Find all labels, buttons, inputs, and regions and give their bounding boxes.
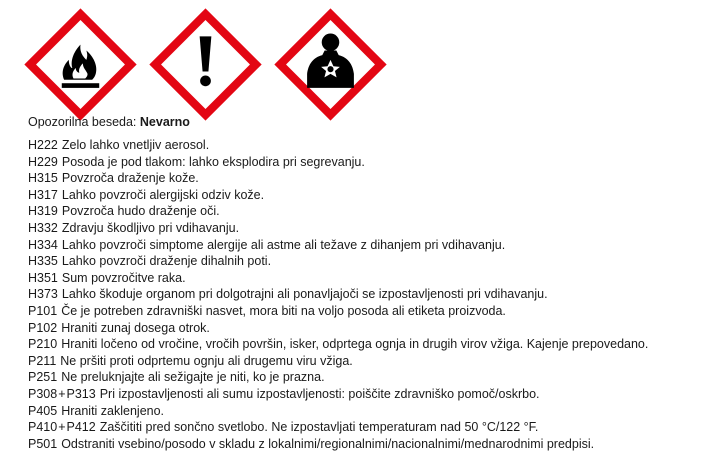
statement-row	[28, 403, 648, 420]
statement-row	[28, 353, 648, 370]
statement-text: Lahko povzroči simptome alergije ali astme ali težave z dihanjem pri vdihavanju.	[61, 237, 506, 252]
statement-code-join: +	[58, 386, 66, 401]
statement-row	[28, 436, 648, 453]
statement-row	[28, 369, 648, 386]
statement-code-2: P313	[66, 386, 96, 401]
statement-text: Odstraniti vsebino/posodo v skladu z lokalnimi/regionalnimi/nacionalnimi/mednarodnimi predpisi.	[61, 436, 595, 451]
signal-label: Opozorilna beseda:	[28, 115, 137, 129]
statement-code-2: P412	[66, 420, 96, 435]
statement-row	[28, 320, 648, 337]
statement-code: H317	[28, 187, 58, 202]
statement-code: P308	[28, 386, 58, 401]
statement-text: Povzroča draženje kože.	[61, 171, 199, 186]
statement-row	[28, 419, 648, 436]
statement-text: Posoda je pod tlakom: lahko eksplodira pri segrevanju.	[61, 154, 365, 169]
statement-text: Če je potreben zdravniški nasvet, mora biti na voljo posoda ali etiketa proizvoda.	[61, 303, 506, 318]
statement-row	[28, 203, 648, 220]
hazard-statements	[28, 137, 648, 452]
statement-code-join: +	[58, 420, 66, 435]
statement-row	[28, 154, 648, 171]
statement-code: P210	[28, 337, 58, 352]
statement-code: P211	[28, 353, 57, 368]
statement-text: Pri izpostavljenosti ali sumu izpostavljenosti: poiščite zdravniško pomoč/oskrbo.	[99, 386, 540, 401]
statement-code: H229	[28, 154, 58, 169]
statement-code: H222	[28, 138, 58, 152]
statement-code: H319	[28, 204, 58, 219]
statement-row	[28, 386, 648, 403]
statement-row	[28, 187, 648, 204]
statement-text: Hraniti zaklenjeno.	[61, 403, 165, 418]
statement-code: H315	[28, 171, 58, 186]
health-hazard-icon	[272, 6, 389, 123]
statement-text: Ne pršiti proti odprtemu ognju ali drugemu viru vžiga.	[60, 353, 353, 368]
statement-row	[28, 336, 648, 353]
statement-text: Ne preluknjajte ali sežigajte je niti, ko je prazna.	[61, 370, 325, 385]
flame-icon	[22, 6, 139, 123]
statement-code: H334	[28, 237, 58, 252]
statement-text: Lahko povzroči alergijski odziv kože.	[61, 187, 265, 202]
statement-row	[28, 137, 648, 154]
statement-text: Hraniti zunaj dosega otrok.	[61, 320, 210, 335]
statement-text: Sum povzročitve raka.	[61, 270, 186, 285]
statement-code: P102	[28, 320, 58, 335]
ghs-pictograms	[22, 6, 389, 123]
statement-text: Lahko škoduje organom pri dolgotrajni ali ponavljajoči se izpostavljenosti pri vdihavanju.	[61, 287, 548, 302]
statement-code: H351	[28, 270, 58, 285]
statement-row	[28, 237, 648, 254]
statement-row	[28, 253, 648, 270]
statement-row	[28, 303, 648, 320]
statement-code: P410	[28, 420, 58, 435]
statement-text: Hraniti ločeno od vročine, vročih površin, isker, odprtega ognja in drugih virov vžiga. Kajenje prepovedano.	[61, 337, 649, 352]
statement-code: H332	[28, 220, 58, 235]
exclamation-icon	[147, 6, 264, 123]
statement-text: Zdravju škodljivo pri vdihavanju.	[61, 220, 240, 235]
statement-text: Povzroča hudo draženje oči.	[61, 204, 220, 219]
statement-text: Zaščititi pred sončno svetlobo. Ne izpostavljati temperaturam nad 50 °C/122 °F.	[99, 420, 539, 435]
statement-code: P101	[28, 303, 58, 318]
statement-code: H373	[28, 287, 58, 302]
statement-code: P251	[28, 370, 58, 385]
statement-row	[28, 286, 648, 303]
statement-text: Zelo lahko vnetljiv aerosol.	[61, 138, 210, 152]
statement-code: H335	[28, 254, 58, 269]
statement-code: P405	[28, 403, 58, 418]
signal-word: Nevarno	[139, 115, 190, 129]
signal-word-line	[28, 114, 190, 130]
statement-row	[28, 270, 648, 287]
statement-row	[28, 220, 648, 237]
statement-text: Lahko povzroči draženje dihalnih poti.	[61, 254, 272, 269]
statement-code: P501	[28, 436, 58, 451]
statement-row	[28, 170, 648, 187]
